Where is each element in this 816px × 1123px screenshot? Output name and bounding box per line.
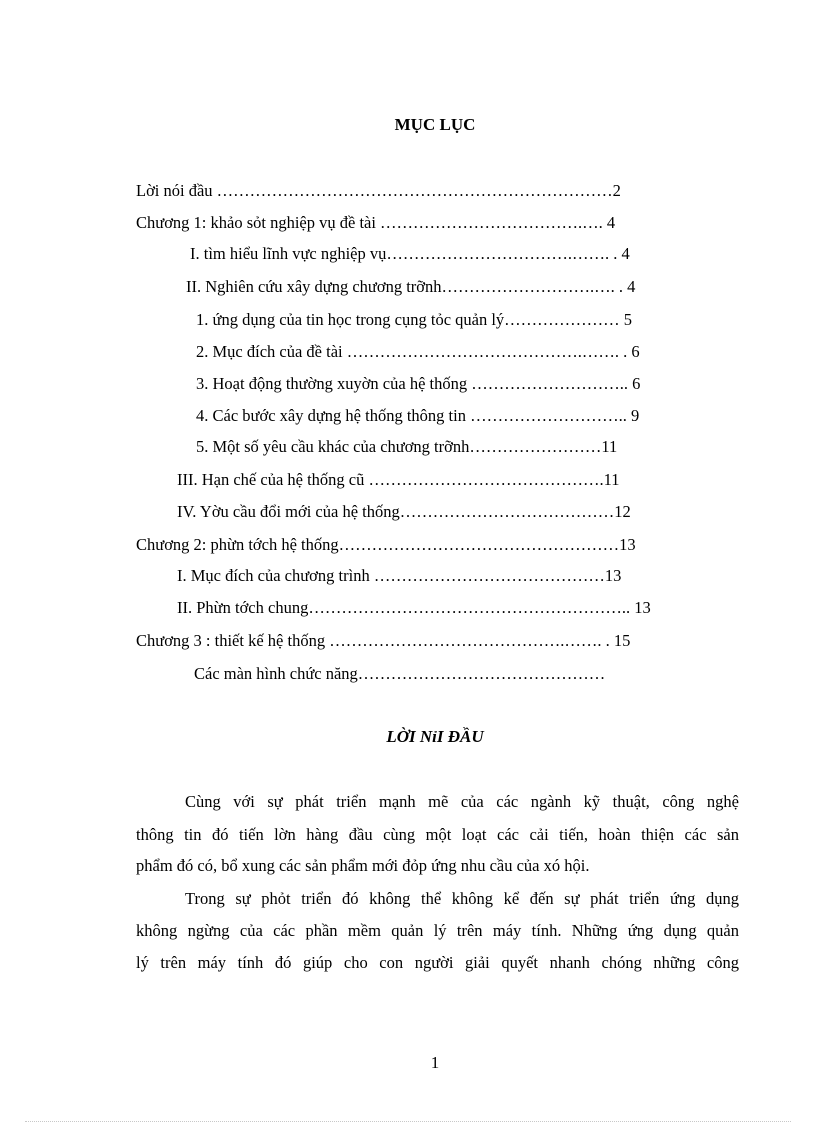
- toc-entry: 3. Hoạt động thường xuyờn của hệ thống ……………………….. 6: [196, 374, 641, 393]
- toc-entry: 1. ứng dụng của tin học trong cụng tỏc quản lý………………… 5: [196, 310, 633, 329]
- page-bottom-divider: [25, 1121, 791, 1122]
- paragraph-line: Cùng với sự phát triển mạnh mẽ của các ngành kỹ thuật, công nghệ: [185, 792, 739, 811]
- preface-title: LỜI NỉI ĐẦU: [386, 727, 484, 746]
- page-number: 1: [430, 1053, 440, 1072]
- toc-entry: Các màn hình chức năng………………………………………: [194, 664, 606, 683]
- paragraph-line: phẩm đó có, bổ xung các sản phẩm mới đỏp ứng nhu cầu của xó hội.: [136, 856, 590, 875]
- toc-entry: IV. Yờu cầu đổi mới của hệ thống…………………………………12: [177, 502, 631, 521]
- toc-entry: 2. Mục đích của đề tài …………………………………….……. . 6: [196, 342, 640, 361]
- toc-entry: 4. Các bước xây dựng hệ thống thông tin ……………………….. 9: [196, 406, 640, 425]
- toc-entry: Lời nói đầu ………………………………………………………………2: [136, 181, 621, 200]
- toc-title: MỤC LỤC: [394, 115, 476, 134]
- toc-entry: I. Mục đích của chương trình ……………………………………13: [177, 566, 622, 585]
- toc-entry: Chương 3 : thiết kế hệ thống …………………………………….……. . 15: [136, 631, 631, 650]
- toc-entry: III. Hạn chế của hệ thống cũ …………………………………….11: [177, 470, 620, 489]
- toc-entry: Chương 2: phừn tớch hệ thống……………………………………………13: [136, 535, 636, 554]
- paragraph-line: thông tin đó tiến lờn hàng đầu cùng một loạt các cải tiến, hoàn thiện các sản: [136, 825, 739, 844]
- toc-entry: II. Phừn tớch chung………………………………………………….. 13: [177, 598, 651, 617]
- toc-entry: 5. Một số yêu cầu khác của chương trỡnh……………………11: [196, 437, 618, 456]
- toc-entry: I. tìm hiểu lĩnh vực nghiệp vụ…………………………….……. . 4: [190, 244, 630, 263]
- paragraph-line: lý trên máy tính đó giúp cho con người giải quyết nhanh chóng những công: [136, 953, 739, 972]
- toc-entry: Chương 1: khảo sỏt nghiệp vụ đề tài ……………………………….…. 4: [136, 213, 616, 232]
- paragraph-line: Trong sự phỏt triển đó không thể không kể đến sự phát triển ứng dụng: [185, 889, 739, 908]
- toc-entry: II. Nghiên cứu xây dựng chương trỡnh……………………….…. . 4: [186, 277, 636, 296]
- paragraph-line: không ngừng của các phần mềm quản lý trên máy tính. Những ứng dụng quản: [136, 921, 739, 940]
